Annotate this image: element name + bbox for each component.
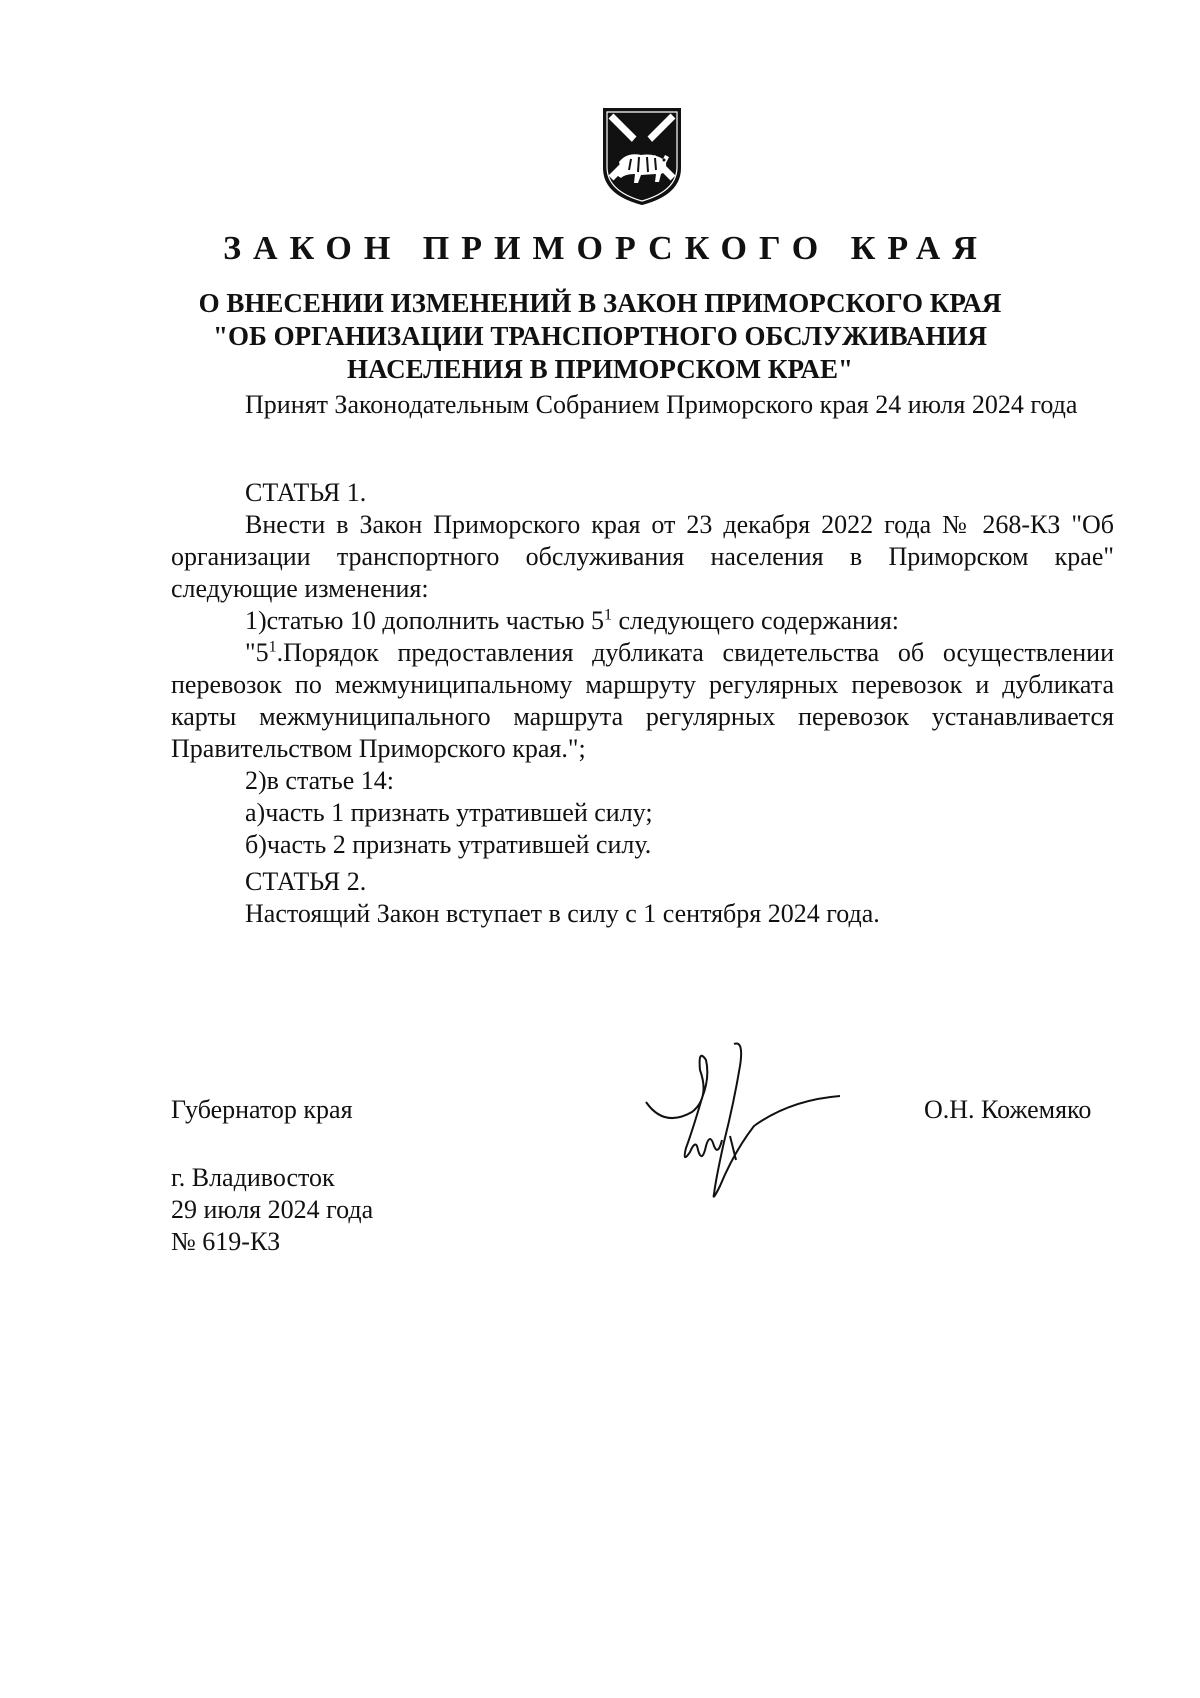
signatory-name: О.Н. Кожемяко	[924, 1095, 1092, 1124]
law-title	[150, 287, 1050, 386]
place-date-block	[171, 1162, 373, 1258]
adoption-statement: Принят Законодательным Собранием Приморского края 24 июля 2024 года	[245, 390, 1078, 419]
article-2-heading: СТАТЬЯ 2.	[245, 867, 367, 896]
article-1-quote: "$5^1.Порядок$ предоставления дубликата свидетельства об осуществлении перевозок по межмуниципальному маршруту регулярных перевозок и дубликата карты межмуниципального маршрута регулярных перевозок устанавливается Правительством Приморского края.";	[171, 638, 1114, 763]
article-1-item-1: 1)статью 10 дополнить частью $5^1$ следующего содержания:	[245, 606, 900, 635]
handwritten-signature	[640, 1040, 850, 1200]
law-title-line-3: НАСЕЛЕНИЯ В ПРИМОРСКОМ КРАЕ"	[347, 354, 853, 384]
article-1	[171, 477, 1114, 861]
article-2-text: Настоящий Закон вступает в силу с 1 сентября 2024 года.	[245, 899, 880, 928]
law-number: № 619-КЗ	[171, 1227, 281, 1256]
article-1-intro: Внести в Закон Приморского края от 23 декабря 2022 года № 268-КЗ "Об организации транспортного обслуживания населения в Приморском крае" следующие изменения:	[171, 510, 1114, 603]
article-1-item-2a: а)часть 1 признать утратившей силу;	[245, 798, 653, 827]
coat-of-arms-emblem	[601, 106, 683, 206]
city: г. Владивосток	[171, 1163, 335, 1192]
article-2	[171, 866, 1114, 930]
article-1-heading: СТАТЬЯ 1.	[245, 478, 367, 507]
article-1-item-2b: б)часть 2 признать утратившей силу.	[245, 830, 652, 859]
law-type-heading: ЗАКОН ПРИМОРСКОГО КРАЯ	[223, 230, 989, 267]
article-1-item-2: 2)в статье 14:	[245, 766, 395, 795]
signatory-position: Губернатор края	[171, 1095, 353, 1124]
law-title-line-2: "ОБ ОРГАНИЗАЦИИ ТРАНСПОРТНОГО ОБСЛУЖИВАНИЯ	[213, 321, 987, 351]
law-title-line-1: О ВНЕСЕНИИ ИЗМЕНЕНИЙ В ЗАКОН ПРИМОРСКОГО КРАЯ	[198, 288, 1002, 318]
signing-date: 29 июля 2024 года	[171, 1195, 374, 1224]
